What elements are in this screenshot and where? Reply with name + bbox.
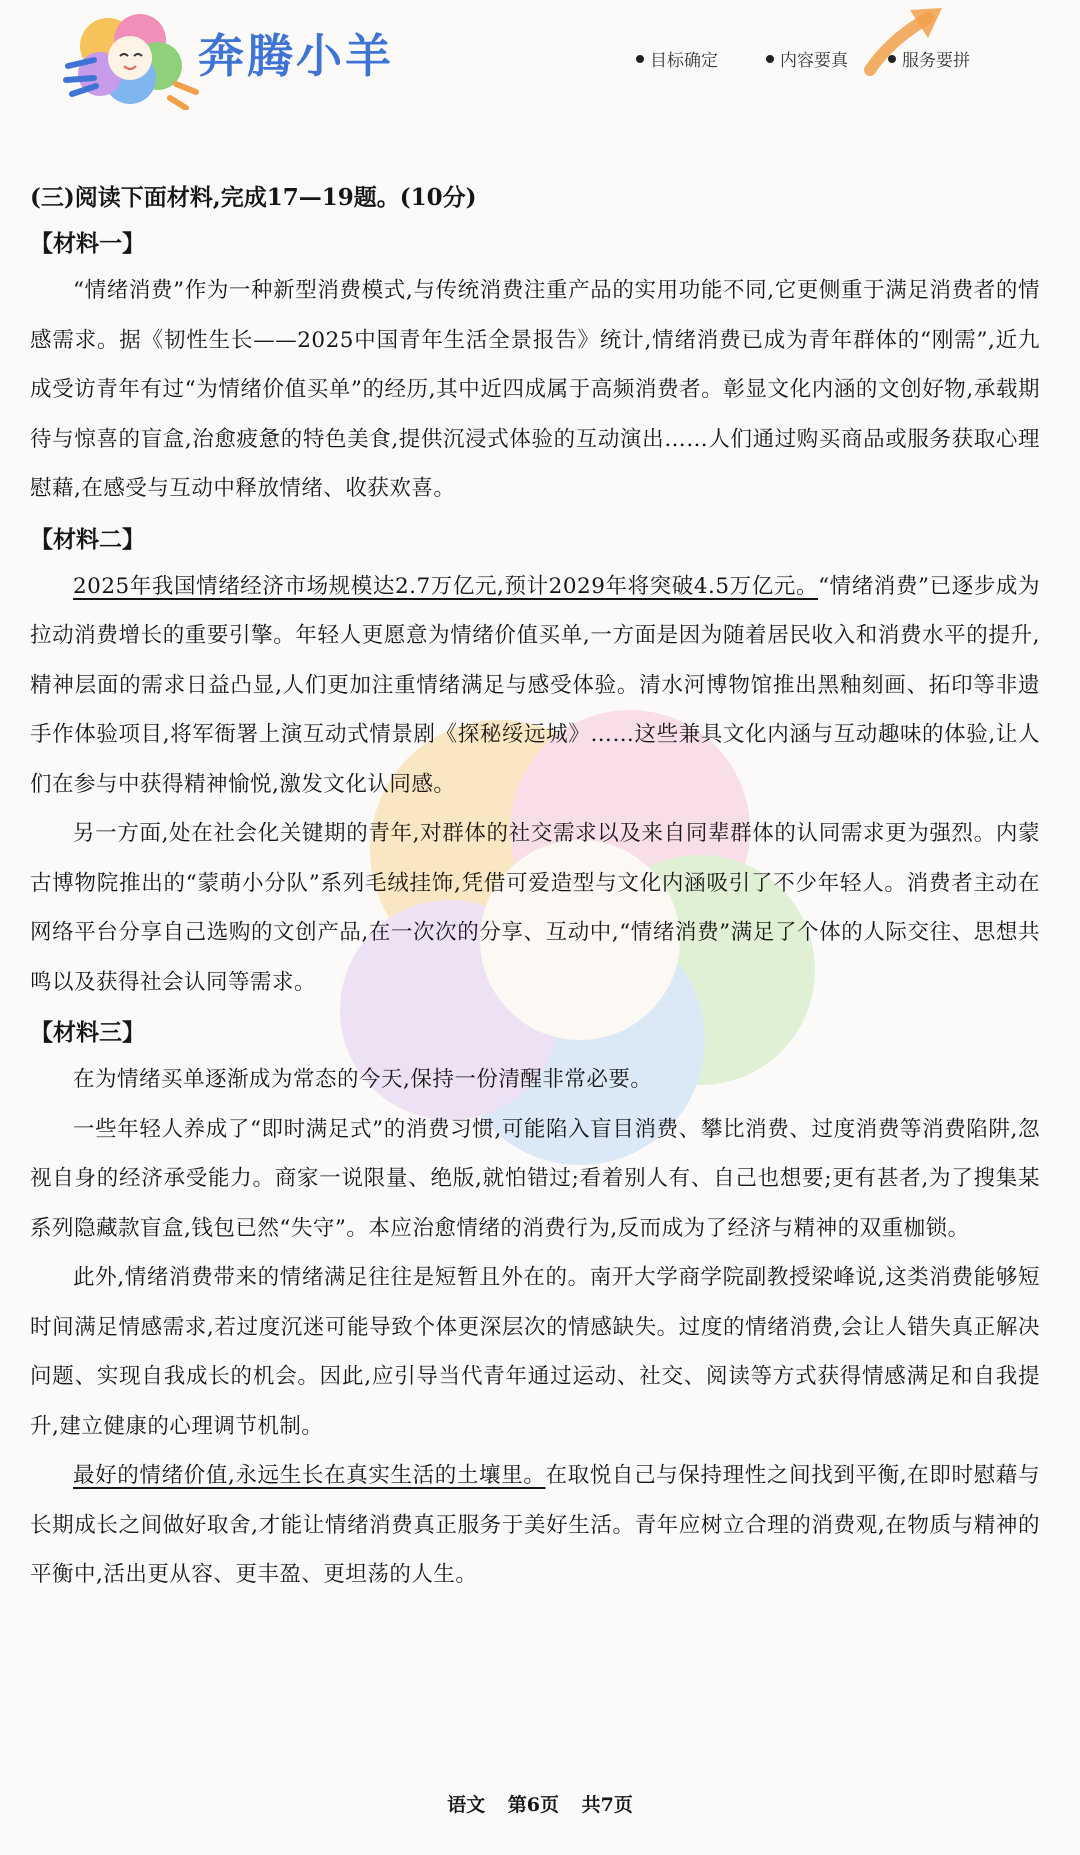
- bullet-icon: [636, 55, 644, 63]
- material-1-paragraph: “情绪消费”作为一种新型消费模式,与传统消费注重产品的实用功能不同,它更侧重于满足消费者的情感需求。据《韧性生长——2025中国青年生活全景报告》统计,情绪消费已成为青年群体的“刚需”,近九成受访青年有过“为情绪价值买单”的经历,其中近四成属于高频消费者。彰显文化内涵的文创好物,承载期待与惊喜的盲盒,治愈疲惫的特色美食,提供沉浸式体验的互动演出……人们通过购买商品或服务获取心理慰藉,在感受与互动中释放情绪、收获欢喜。: [30, 278, 1040, 501]
- underlined-sentence: 最好的情绪价值,永远生长在真实生活的土壤里。: [73, 1463, 546, 1488]
- material-3-label: 【材料三】: [30, 1019, 145, 1046]
- material-3-paragraph-1: 在为情绪买单逐渐成为常态的今天,保持一份清醒非常必要。: [73, 1067, 653, 1092]
- nav-item-label: 目标确定: [650, 51, 718, 71]
- paragraph-text: “情绪消费”已逐步成为拉动消费增长的重要引擎。年轻人更愿意为情绪价值买单,一方面是因为随着居民收入和消费水平的提升,精神层面的需求日益凸显,人们更加注重情绪满足与感受体验。清水河博物馆推出黑釉刻画、拓印等非遗手作体验项目,将军衙署上演互动式情景剧《探秘绥远城》……这些兼具文化内涵与互动趣味的体验,让人们在参与中获得精神愉悦,激发文化认同感。: [30, 573, 1041, 797]
- nav-item-service: [888, 46, 970, 71]
- page-header: [0, 0, 1080, 150]
- brand-name: 奔腾小羊: [198, 29, 394, 83]
- nav-item-label: 内容要真: [780, 51, 848, 71]
- bullet-icon: [766, 55, 774, 63]
- question-heading: (三)阅读下面材料,完成17—19题。(10分): [30, 184, 477, 211]
- nav-item-goal: [636, 46, 718, 71]
- material-2-paragraph-1: [30, 562, 1040, 810]
- reading-section: [30, 178, 1040, 1600]
- material-3-paragraph-2: 一些年轻人养成了“即时满足式”的消费习惯,可能陷入盲目消费、攀比消费、过度消费等消费陷阱,忽视自身的经济承受能力。商家一说限量、绝版,就怕错过;看着别人有、自己也想要;更有甚者,为了搜集某系列隐藏款盲盒,钱包已然“失守”。本应治愈情绪的消费行为,反而成为了经济与精神的双重枷锁。: [30, 1116, 1040, 1241]
- material-3-paragraph-4: [30, 1451, 1040, 1600]
- material-3-paragraph-3: 此外,情绪消费带来的情绪满足往往是短暂且外在的。南开大学商学院副教授梁峰说,这类消费能够短时间满足情感需求,若过度沉迷可能导致个体更深层次的情感缺失。过度的情绪消费,会让人错失真正解决问题、实现自我成长的机会。因此,应引导当代青年通过运动、社交、阅读等方式获得情感满足和自我提升,建立健康的心理调节机制。: [30, 1265, 1040, 1439]
- nav-item-content: [766, 46, 848, 71]
- nav-item-label: 服务要拼: [902, 51, 970, 71]
- material-2-label: 【材料二】: [30, 525, 145, 553]
- page-footer: 语文 第6页 共7页: [447, 1794, 633, 1816]
- sheep-logo-icon: [58, 6, 208, 110]
- paragraph-text: 在取悦自己与保持理性之间找到平衡,在即时慰藉与长期成长之间做好取舍,才能让情绪消费真正服务于美好生活。青年应树立合理的消费观,在物质与精神的平衡中,活出更从容、更丰盈、更坦荡的人生。: [30, 1463, 1040, 1587]
- underlined-sentence: 2025年我国情绪经济市场规模达2.7万亿元,预计2029年将突破4.5万亿元。: [73, 573, 819, 599]
- material-1-label: 【材料一】: [30, 230, 145, 257]
- bullet-icon: [888, 55, 896, 63]
- material-2-paragraph-2: 另一方面,处在社会化关键期的青年,对群体的社交需求以及来自同辈群体的认同需求更为强烈。内蒙古博物院推出的“蒙萌小分队”系列毛绒挂饰,凭借可爱造型与文化内涵吸引了不少年轻人。消费者主动在网络平台分享自己选购的文创产品,在一次次的分享、互动中,“情绪消费”满足了个体的人际交往、思想共鸣以及获得社会认同等需求。: [30, 821, 1040, 995]
